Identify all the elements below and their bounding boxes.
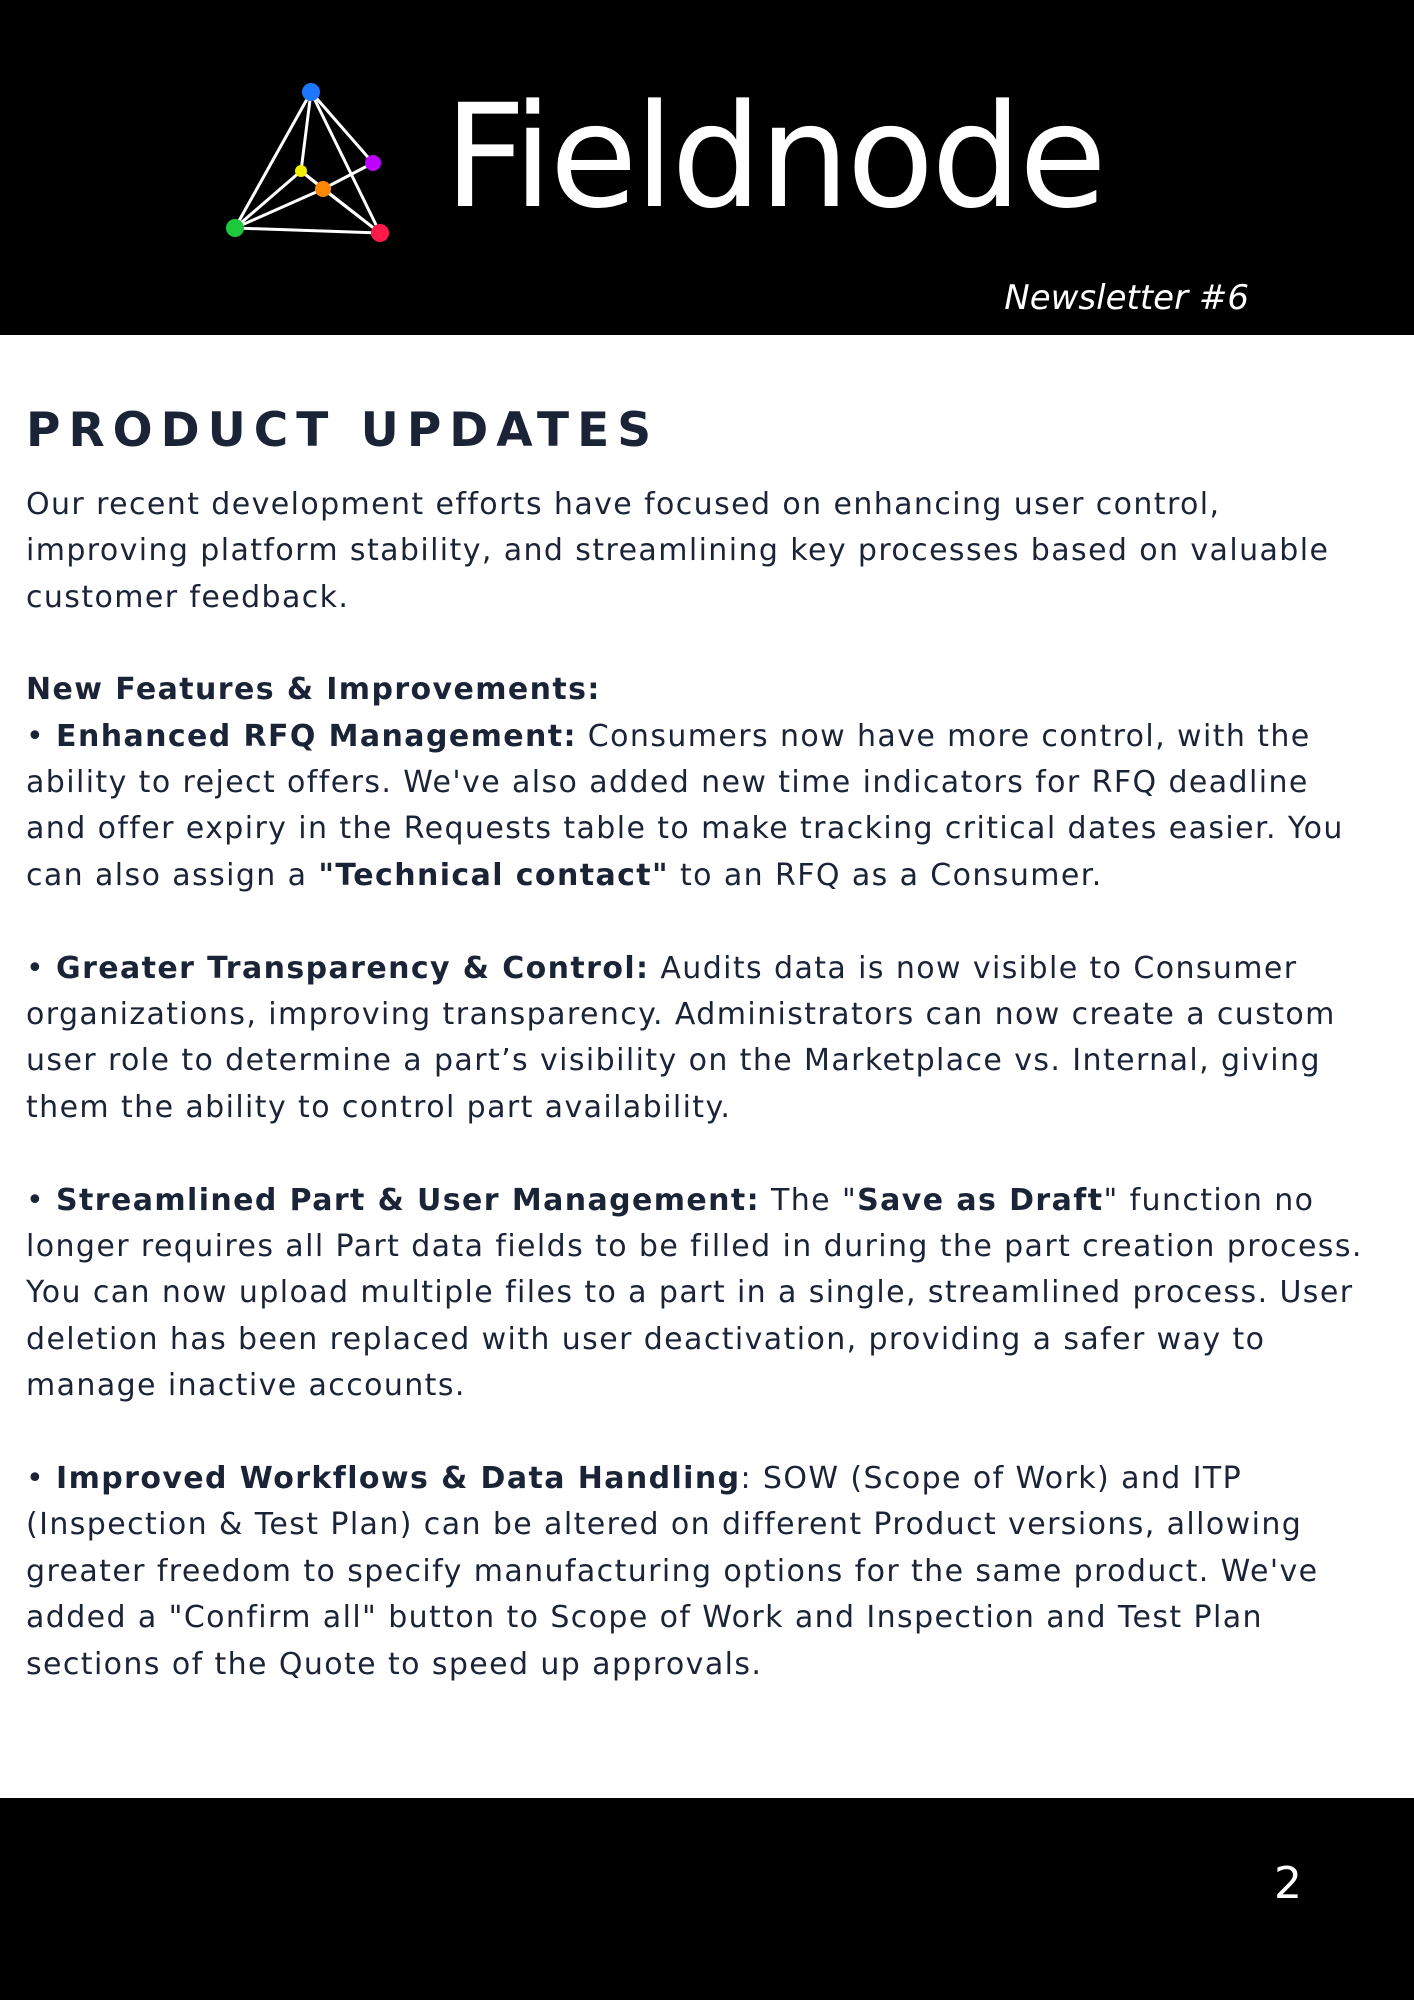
bullet-text: to an RFQ as a Consumer.	[669, 857, 1103, 893]
bullet-text: The "	[760, 1182, 858, 1218]
section-heading: PRODUCT UPDATES	[26, 403, 660, 458]
bullet-marker: •	[26, 718, 46, 754]
paragraph-gap	[26, 1131, 1396, 1177]
newsletter-header	[0, 0, 1414, 335]
bullet-text: " function no longer requires all Part data fields to be filled in during the part creation process. You can now upload multiple files to a part in a single, streamlined process. User deletion has been replaced with user deactivation, providing a safer way to manage inactive accounts.	[26, 1182, 1363, 1404]
bullet-marker: •	[26, 1182, 46, 1218]
logo-node-left	[226, 219, 244, 237]
paragraph-gap	[26, 899, 1396, 945]
bullet-marker: •	[26, 1461, 46, 1497]
bullet-rfq-management	[26, 714, 1372, 900]
logo-node-top	[302, 83, 320, 101]
bullet-part-user-management	[26, 1178, 1372, 1410]
product-updates-section	[26, 398, 1396, 1688]
bullet-emphasis: Save as Draft	[857, 1182, 1104, 1218]
bullet-transparency-control	[26, 946, 1372, 1132]
intro-paragraph: Our recent development efforts have focused on enhancing user control, improving platform stability, and streamlining key processes based on valuable customer feedback.	[26, 487, 1330, 615]
logo-node-right	[365, 155, 381, 171]
bullet-title: Greater Transparency & Control:	[56, 950, 650, 986]
bullet-text: Audits data is now visible to Consumer organizations, improving transparency. Administrators can now create a custom user role to determine a part’s visibility on the Marketplace vs. Internal, giving them the ability to control part availability.	[26, 950, 1336, 1125]
newsletter-issue: Newsletter #6	[1004, 278, 1249, 318]
page-footer	[0, 1798, 1414, 2000]
bullet-workflows-data	[26, 1456, 1372, 1688]
bullet-text: : SOW (Scope of Work) and ITP (Inspection & Test Plan) can be altered on different Product versions, allowing greater freedom to specify manufacturing options for the same product. We've added a "Confirm all" button to Scope of Work and Inspection and Test Plan sections of the Quote to speed up approvals.	[26, 1461, 1319, 1682]
bullet-marker: •	[26, 950, 46, 986]
fieldnode-logo-icon	[220, 78, 395, 248]
brand-wordmark: Fieldnode	[444, 73, 1104, 240]
bullet-text: Consumers now have more control, with the ability to reject offers. We've also added new time indicators for RFQ deadline and offer expiry in the Requests table to make tracking critical dates easier. You can also assign a	[26, 718, 1344, 893]
bullet-title: Streamlined Part & User Management:	[56, 1182, 761, 1218]
features-subheading: New Features & Improvements:	[26, 672, 601, 708]
page-number: 2	[1274, 1858, 1302, 1909]
bullet-title: Improved Workflows & Data Handling	[56, 1461, 741, 1497]
logo-node-bottom	[371, 224, 389, 242]
bullet-title: Enhanced RFQ Management:	[56, 718, 577, 754]
logo-node-center	[295, 165, 307, 177]
bullet-emphasis: "Technical contact"	[318, 857, 670, 893]
paragraph-gap	[26, 1410, 1396, 1456]
logo-node-middle	[315, 181, 331, 197]
